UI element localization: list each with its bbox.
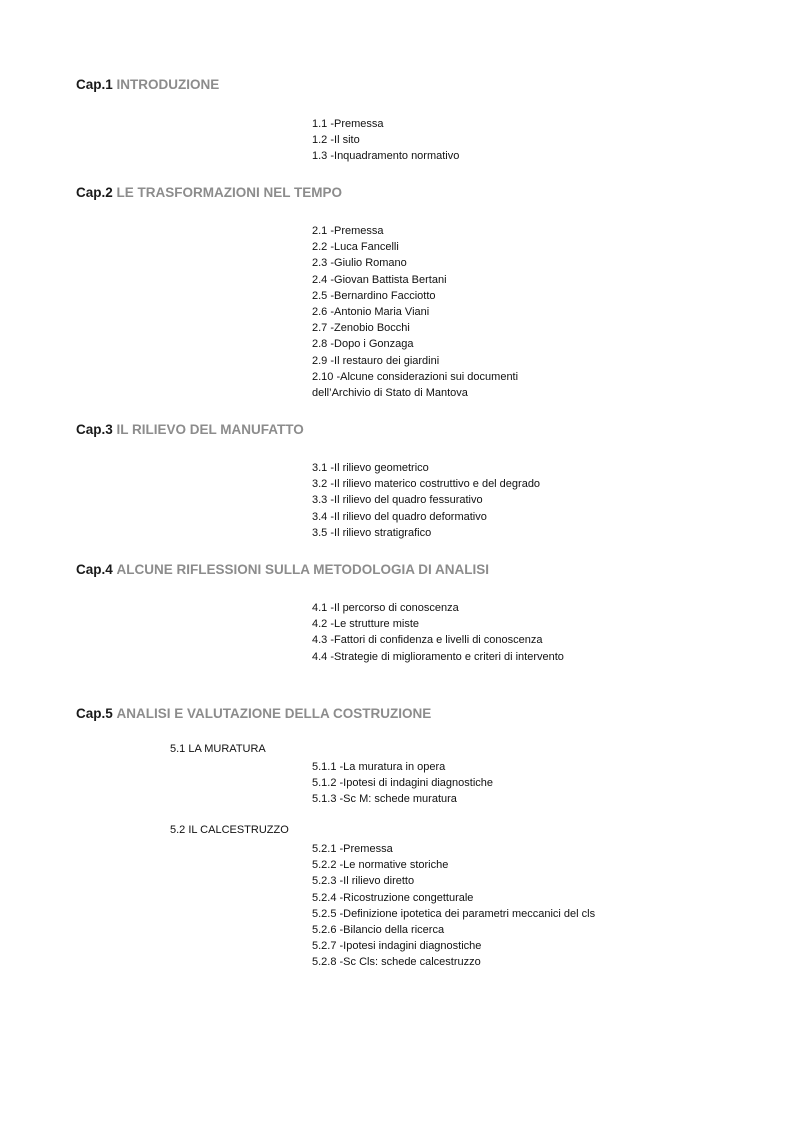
toc-entry: 5.1.3 -Sc M: schede muratura: [312, 793, 457, 806]
toc-entry: 2.6 -Antonio Maria Viani: [312, 306, 430, 319]
chapter-title: ALCUNE RIFLESSIONI SULLA METODOLOGIA DI ANALISI: [116, 562, 490, 577]
section-heading-muratura: 5.1 LA MURATURA: [170, 743, 266, 755]
chapter-title: LE TRASFORMAZIONI NEL TEMPO: [116, 185, 343, 200]
toc-entry: 5.2.2 -Le normative storiche: [312, 859, 449, 872]
section-5-1-items: [312, 759, 493, 808]
toc-entry: 5.2.5 -Definizione ipotetica dei parametri meccanici del cls: [312, 907, 596, 920]
chapter-3-heading: [76, 422, 304, 437]
toc-entry: 3.4 -Il rilievo del quadro deformativo: [312, 510, 487, 523]
toc-entry: 2.5 -Bernardino Facciotto: [312, 289, 436, 302]
chapter-4-items: [312, 600, 564, 665]
section-heading-calcestruzzo: 5.2 IL CALCESTRUZZO: [170, 824, 289, 836]
toc-entry: 5.2.6 -Bilancio della ricerca: [312, 924, 445, 937]
toc-entry: 3.5 -Il rilievo stratigrafico: [312, 526, 432, 539]
chapter-2-items: [312, 223, 518, 401]
toc-entry: 5.2.8 -Sc Cls: schede calcestruzzo: [312, 956, 481, 969]
toc-entry: 3.1 -Il rilievo geometrico: [312, 462, 429, 474]
toc-entry: 5.2.4 -Ricostruzione congetturale: [312, 891, 474, 904]
toc-entry: 5.1.1 -La muratura in opera: [312, 761, 446, 773]
chapter-title: IL RILIEVO DEL MANUFATTO: [116, 422, 304, 437]
chapter-number: Cap.5: [76, 706, 113, 721]
toc-entry: 2.2 -Luca Fancelli: [312, 241, 399, 254]
chapter-number: Cap.3: [76, 422, 113, 437]
chapter-1-heading: [76, 77, 219, 92]
chapter-1-items: [312, 116, 459, 165]
toc-entry: 1.1 -Premessa: [312, 118, 384, 130]
toc-entry: 1.3 -Inquadramento normativo: [312, 150, 460, 163]
toc-entry: 3.2 -Il rilievo materico costruttivo e del degrado: [312, 478, 541, 491]
chapter-number: Cap.2: [76, 185, 113, 200]
toc-entry: 5.2.7 -Ipotesi indagini diagnostiche: [312, 940, 482, 953]
toc-entry: 2.1 -Premessa: [312, 225, 384, 237]
chapter-3-items: [312, 460, 540, 541]
toc-entry: 5.1.2 -Ipotesi di indagini diagnostiche: [312, 777, 494, 790]
toc-entry: 2.8 -Dopo i Gonzaga: [312, 338, 414, 351]
toc-entry: 4.2 -Le strutture miste: [312, 618, 419, 631]
toc-entry: 2.3 -Giulio Romano: [312, 257, 407, 270]
toc-entry: 2.10 -Alcune considerazioni sui documenti: [312, 370, 519, 383]
toc-entry: 3.3 -Il rilievo del quadro fessurativo: [312, 494, 483, 507]
chapter-4-heading: [76, 562, 489, 577]
toc-entry: 2.9 -Il restauro dei giardini: [312, 354, 440, 367]
chapter-number: Cap.4: [76, 562, 113, 577]
chapter-title: ANALISI E VALUTAZIONE DELLA COSTRUZIONE: [116, 706, 432, 721]
chapter-5-heading: [76, 706, 431, 721]
toc-entry: 4.3 -Fattori di confidenza e livelli di conoscenza: [312, 634, 543, 647]
toc-entry: 4.1 -Il percorso di conoscenza: [312, 602, 459, 614]
toc-entry: 2.4 -Giovan Battista Bertani: [312, 273, 447, 286]
section-5-2-items: [312, 841, 595, 971]
chapter-title: INTRODUZIONE: [116, 77, 220, 92]
toc-entry: 5.2.3 -Il rilievo diretto: [312, 875, 415, 888]
toc-entry: 4.4 -Strategie di miglioramento e criteri di intervento: [312, 650, 564, 663]
toc-entry: 5.2.1 -Premessa: [312, 843, 393, 855]
chapter-2-heading: [76, 185, 342, 200]
toc-entry-continuation: dell’Archivio di Stato di Mantova: [312, 387, 468, 400]
toc-entry: 1.2 -Il sito: [312, 134, 360, 147]
chapter-number: Cap.1: [76, 77, 113, 92]
toc-entry: 2.7 -Zenobio Bocchi: [312, 322, 410, 335]
